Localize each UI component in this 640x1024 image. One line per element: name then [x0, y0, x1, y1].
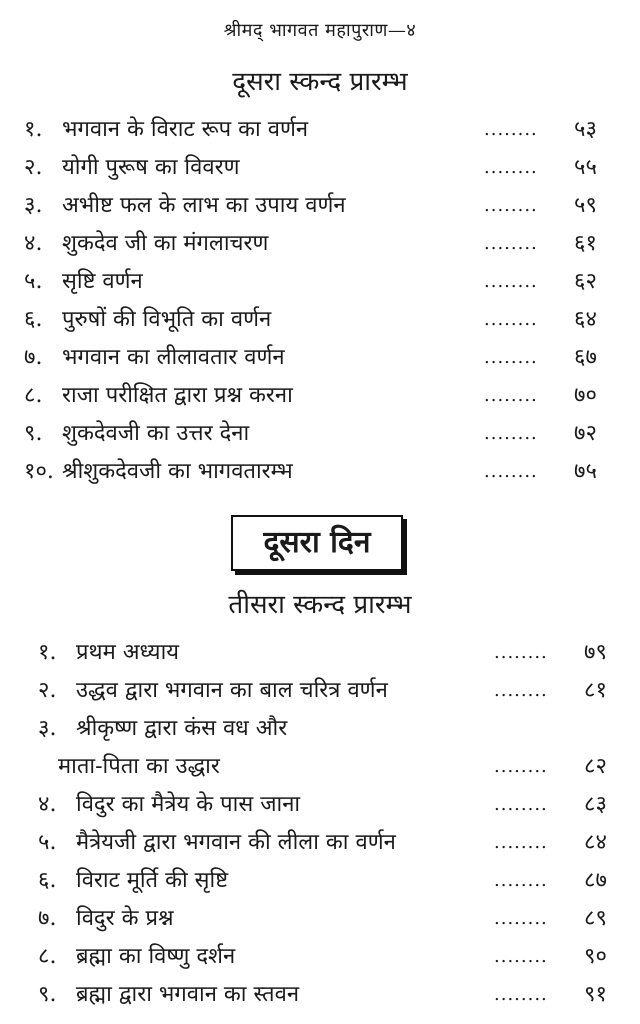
- entry-number: ४.: [24, 231, 43, 256]
- entry-number: ५.: [38, 830, 57, 855]
- entry-number: ९.: [38, 982, 57, 1007]
- dot-leader: ........: [484, 309, 538, 330]
- section-2-title: दूसरा स्कन्द प्रारम्भ: [232, 67, 408, 97]
- page-number: ५५: [574, 155, 597, 180]
- entry-number: ४.: [38, 792, 57, 817]
- toc-entry: [0, 225, 640, 263]
- entry-title: श्रीशुकदेवजी का भागवतारम्भ: [62, 459, 293, 484]
- entry-title: योगी पुरूष का विवरण: [62, 155, 240, 180]
- entry-title: अभीष्ट फल के लाभ का उपाय वर्णन: [62, 193, 346, 218]
- page-number: ८९: [584, 906, 607, 931]
- entry-number: ६.: [38, 868, 57, 893]
- entry-number: ६.: [24, 307, 43, 332]
- running-header: श्रीमद् भागवत महापुराण—४: [223, 20, 417, 41]
- entry-number: ३.: [24, 193, 43, 218]
- toc-entry: [0, 938, 640, 976]
- entry-title: विदुर के प्रश्न: [76, 906, 174, 931]
- dot-leader: ........: [484, 461, 538, 482]
- toc-entry: [0, 301, 640, 339]
- dot-leader: ........: [484, 119, 538, 140]
- entry-number: २.: [38, 678, 57, 703]
- dot-leader: ........: [484, 233, 538, 254]
- page-number: ७९: [584, 640, 607, 665]
- entry-number: ५.: [24, 269, 43, 294]
- toc-entry: [0, 263, 640, 301]
- entry-number: १.: [24, 117, 43, 142]
- page-number: ६२: [574, 269, 597, 294]
- dot-leader: ........: [494, 832, 548, 853]
- page-number: ९०: [584, 944, 607, 969]
- entry-title: विराट मूर्ति की सृष्टि: [76, 868, 229, 893]
- dot-leader: ........: [494, 642, 548, 663]
- section-3-title: तीसरा स्कन्द प्रारम्भ: [228, 590, 412, 620]
- page-number: ९१: [584, 982, 607, 1007]
- page-number: ५९: [574, 193, 597, 218]
- toc-entry: [0, 187, 640, 225]
- entry-title: विदुर का मैत्रेय के पास जाना: [76, 792, 301, 817]
- dot-leader: ........: [484, 157, 538, 178]
- page-number: ८१: [584, 678, 607, 703]
- dot-leader: ........: [494, 984, 548, 1005]
- toc-entry: [0, 111, 640, 149]
- page-number: ७०: [574, 383, 597, 408]
- dot-leader: ........: [494, 946, 548, 967]
- toc-entry: [0, 149, 640, 187]
- toc-entry: [0, 824, 640, 862]
- page-number: ८३: [584, 792, 607, 817]
- entry-title: उद्धव द्वारा भगवान का बाल चरित्र वर्णन: [76, 678, 388, 703]
- entry-title: भगवान का लीलावतार वर्णन: [62, 345, 285, 370]
- toc-entry: [0, 976, 640, 1014]
- page-number: ८२: [584, 754, 607, 779]
- toc-entry: [0, 453, 640, 491]
- dot-leader: ........: [494, 794, 548, 815]
- entry-title: सृष्टि वर्णन: [62, 269, 143, 294]
- toc-entry: [0, 748, 640, 786]
- toc-entry: [0, 339, 640, 377]
- dot-leader: ........: [494, 680, 548, 701]
- toc-entry: [0, 377, 640, 415]
- entry-title: शुकदेव जी का मंगलाचरण: [62, 231, 269, 256]
- entry-number: २.: [24, 155, 43, 180]
- entry-number: १.: [38, 640, 57, 665]
- page-number: ६१: [574, 231, 597, 256]
- entry-number: ९.: [24, 421, 43, 446]
- entry-title: भगवान के विराट रूप का वर्णन: [62, 117, 309, 142]
- toc-entry: [0, 415, 640, 453]
- dot-leader: ........: [494, 756, 548, 777]
- entry-number: ३.: [38, 716, 57, 741]
- toc-entry: [0, 672, 640, 710]
- entry-number: ८.: [38, 944, 57, 969]
- dot-leader: ........: [484, 271, 538, 292]
- entry-title: शुकदेवजी का उत्तर देना: [62, 421, 250, 446]
- page-number: ६४: [574, 307, 597, 332]
- entry-number: १०.: [24, 459, 54, 484]
- entry-number: ७.: [24, 345, 43, 370]
- entry-title: पुरुषों की विभूति का वर्णन: [62, 307, 272, 332]
- dot-leader: ........: [484, 423, 538, 444]
- page-number: ८४: [584, 830, 607, 855]
- page-number: ७२: [574, 421, 597, 446]
- page-number: ७५: [574, 459, 597, 484]
- entry-number: ७.: [38, 906, 57, 931]
- toc-entry: [0, 634, 640, 672]
- toc-entry: [0, 710, 640, 748]
- toc-entry: [0, 862, 640, 900]
- dot-leader: ........: [484, 195, 538, 216]
- dot-leader: ........: [484, 385, 538, 406]
- entry-number: ८.: [24, 383, 43, 408]
- entry-title: प्रथम अध्याय: [76, 640, 180, 665]
- entry-title: श्रीकृष्ण द्वारा कंस वध और: [76, 716, 288, 741]
- entry-title: ब्रह्मा द्वारा भगवान का स्तवन: [76, 982, 300, 1007]
- dot-leader: ........: [494, 908, 548, 929]
- entry-title: मैत्रेयजी द्वारा भगवान की लीला का वर्णन: [76, 830, 396, 855]
- dot-leader: ........: [494, 870, 548, 891]
- entry-title: ब्रह्मा का विष्णु दर्शन: [76, 944, 236, 969]
- day-label-box: दूसरा दिन: [231, 515, 403, 571]
- entry-title: माता-पिता का उद्धार: [58, 754, 220, 779]
- toc-entry: [0, 900, 640, 938]
- page-number: ८७: [584, 868, 607, 893]
- entry-title: राजा परीक्षित द्वारा प्रश्न करना: [62, 383, 293, 408]
- dot-leader: ........: [484, 347, 538, 368]
- page-number: ५३: [574, 117, 597, 142]
- page-number: ६७: [574, 345, 597, 370]
- toc-entry: [0, 786, 640, 824]
